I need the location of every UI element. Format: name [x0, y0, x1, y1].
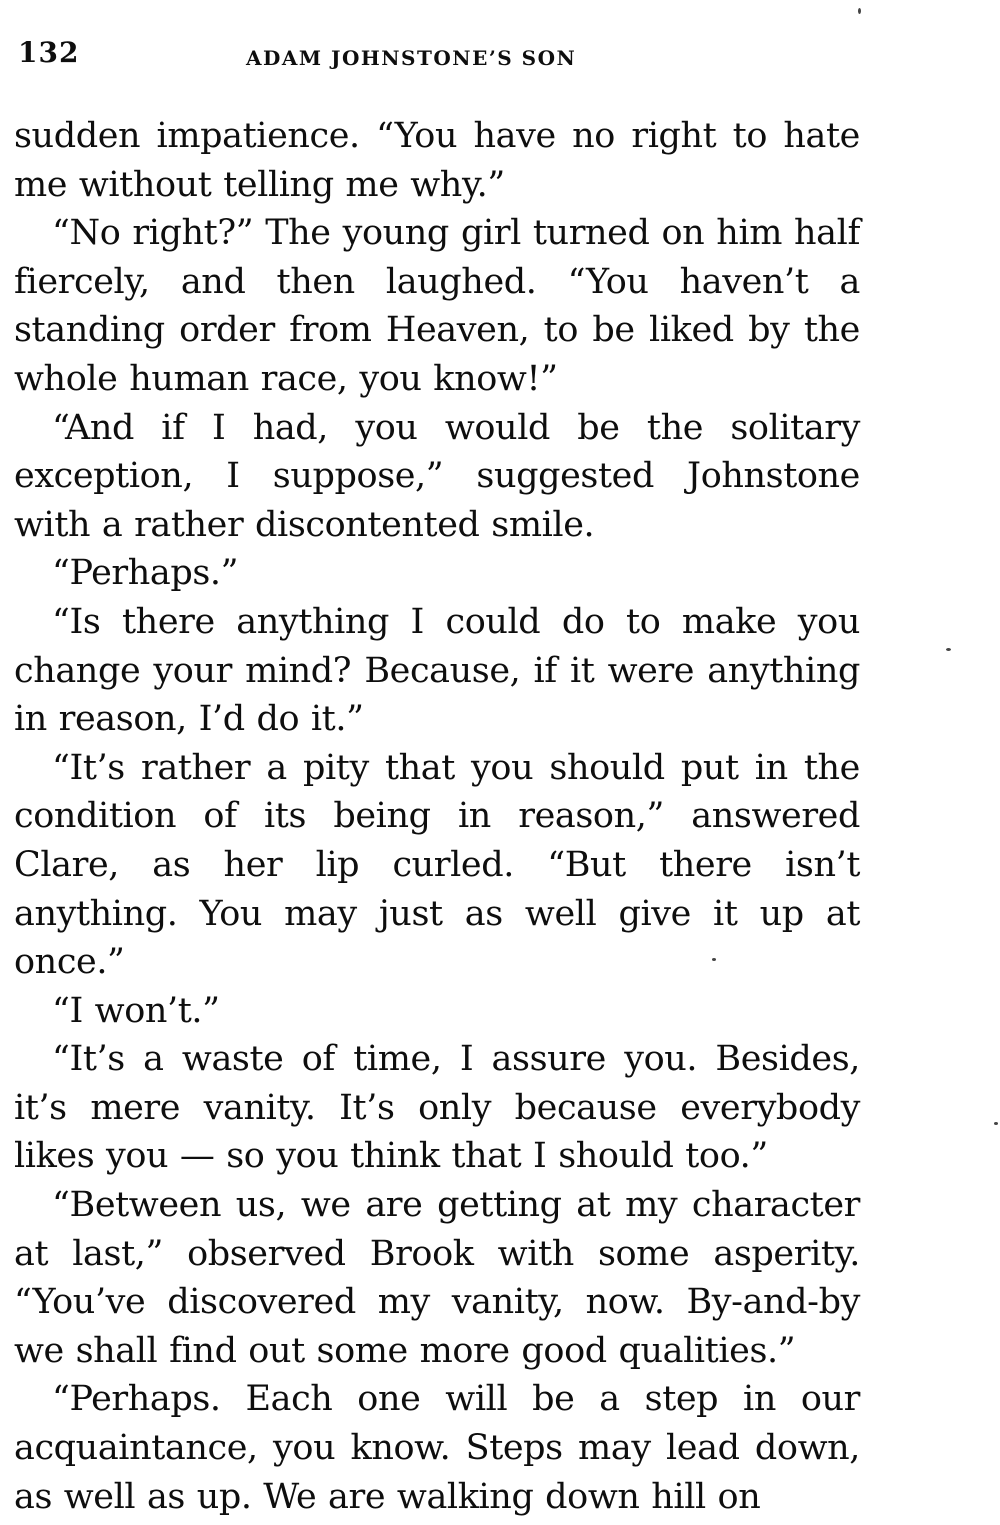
running-head [18, 36, 718, 76]
paragraph: “It’s rather a pity that you should put in the condition of its being in reason,” answered Clare, as her lip curled. “But there isn’t anything. You may just as well give it up at once.” [14, 747, 860, 983]
paragraph: “And if I had, you would be the solitary exception, I suppose,” suggested Johnstone with a rather discontented smile. [14, 407, 860, 545]
paragraph-continued: sudden impatience. “You have no right to hate me without telling me why.” [14, 116, 860, 205]
running-title: ADAM JOHNSTONE’S SON [246, 46, 577, 70]
scan-speck [712, 958, 716, 961]
paragraph: “Between us, we are getting at my character at last,” observed Brook with some asperity. “You’ve discovered my vanity, now. By-and-by we shall find out some more good qualities.” [14, 1185, 860, 1371]
paragraph: “Perhaps. Each one will be a step in our acquaintance, you know. Steps may lead down, as well as up. We are walking down hill on [14, 1379, 860, 1517]
paragraph: “No right?” The young girl turned on him half fiercely, and then laughed. “You haven’t a standing order from Heaven, to be liked by the whole human race, you know!” [14, 213, 860, 399]
scan-speck [858, 8, 861, 14]
body-text [14, 112, 860, 1521]
paragraph: “Perhaps.” [52, 553, 239, 594]
paragraph: “It’s a waste of time, I assure you. Besides, it’s mere vanity. It’s only because everybody likes you — so you think that I should too.” [14, 1039, 860, 1177]
page-number: 132 [18, 36, 80, 69]
paragraph: “I won’t.” [52, 990, 220, 1031]
paragraph: “Is there anything I could do to make you change your mind? Because, if it were anything in reason, I’d do it.” [14, 601, 860, 740]
scan-speck [994, 1122, 998, 1125]
scan-speck [946, 648, 951, 651]
